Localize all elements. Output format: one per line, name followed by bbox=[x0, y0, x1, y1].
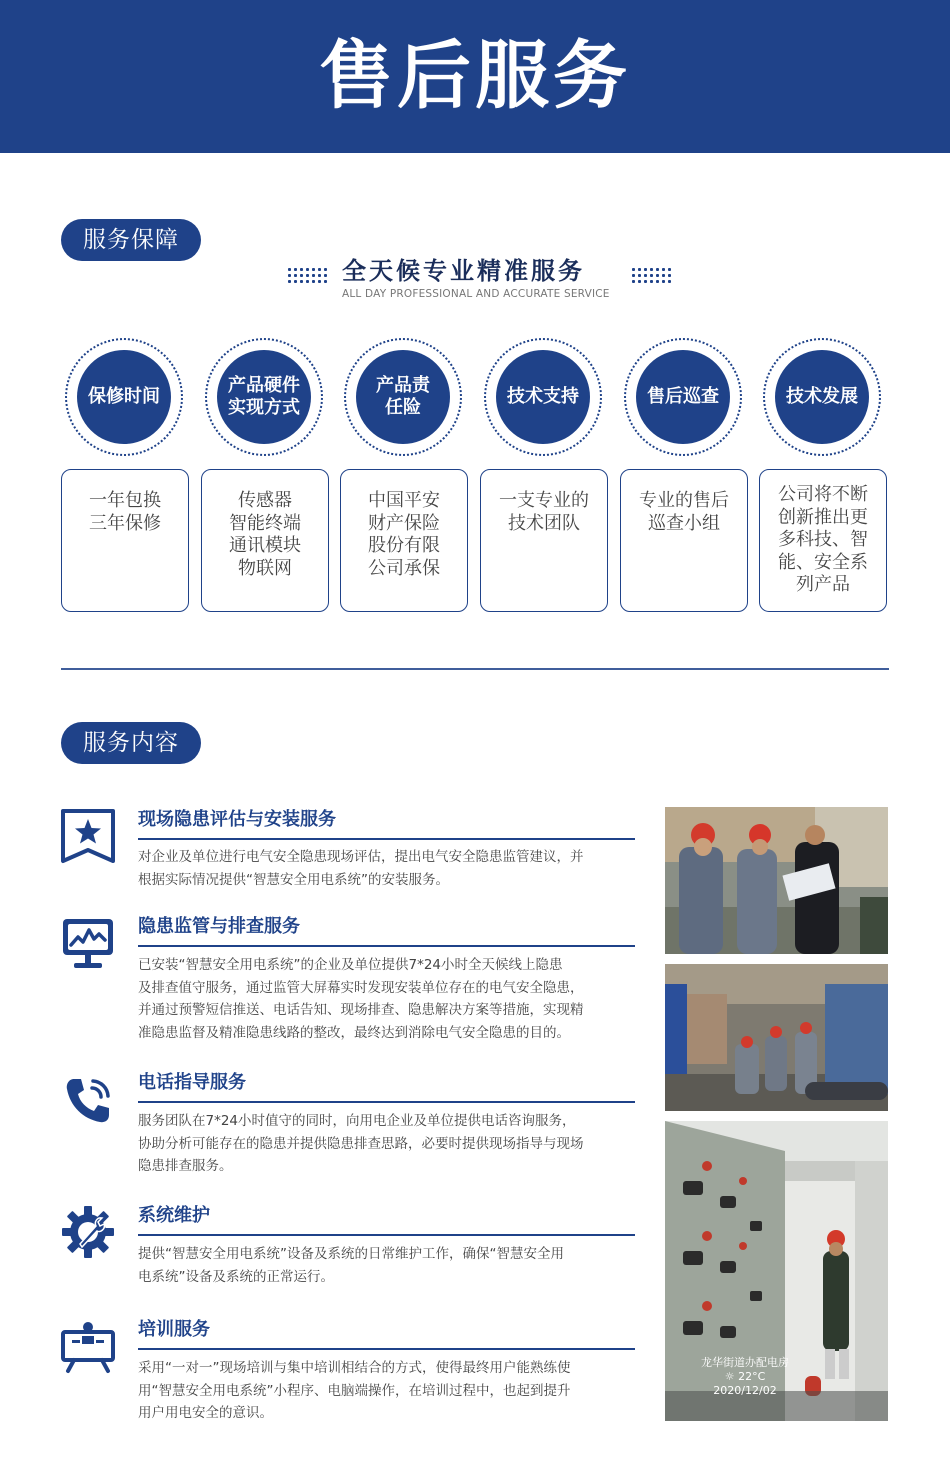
dot bbox=[632, 280, 635, 283]
caption-location: 龙华街道办配电房 bbox=[701, 1356, 789, 1369]
dot bbox=[288, 274, 291, 277]
feature-circle-label bbox=[217, 350, 311, 444]
feature-card bbox=[201, 469, 329, 612]
dot bbox=[644, 274, 647, 277]
feature-card bbox=[61, 469, 189, 612]
card-text-line: 财产保险 bbox=[368, 512, 440, 534]
card-text-line: 巡查小组 bbox=[648, 512, 720, 534]
service-underline bbox=[138, 945, 635, 947]
circle-text-line: 技术发展 bbox=[786, 386, 858, 407]
dot bbox=[656, 280, 659, 283]
text-line: 用户用电安全的意识。 bbox=[138, 1405, 273, 1421]
service-title-monitoring: 隐患监管与排查服务 bbox=[138, 916, 300, 937]
card-text-line: 公司承保 bbox=[368, 557, 440, 579]
feature-card bbox=[620, 469, 748, 612]
dot bbox=[312, 268, 315, 271]
dot bbox=[294, 280, 297, 283]
dot bbox=[288, 268, 291, 271]
photo-caption bbox=[695, 1356, 795, 1398]
dot bbox=[312, 274, 315, 277]
dot bbox=[294, 268, 297, 271]
card-text-line: 列产品 bbox=[796, 574, 850, 595]
text-line: 已安装“智慧安全用电系统”的企业及单位提供7*24小时全天候线上隐患 bbox=[138, 957, 563, 973]
service-title-assessment: 现场隐患评估与安装服务 bbox=[138, 809, 336, 830]
phone-icon bbox=[60, 1073, 116, 1129]
monitor-chart-icon bbox=[60, 915, 116, 971]
circle-text-line: 实现方式 bbox=[228, 397, 300, 418]
dot bbox=[312, 280, 315, 283]
slogan-subtitle: ALL DAY PROFESSIONAL AND ACCURATE SERVICE bbox=[342, 288, 610, 300]
dot bbox=[288, 280, 291, 283]
card-text-line: 多科技、智 bbox=[778, 529, 868, 550]
card-text-line: 一年包换 bbox=[89, 490, 161, 511]
dot bbox=[324, 268, 327, 271]
circle-text-line: 产品硬件 bbox=[228, 375, 300, 396]
feature-card bbox=[759, 469, 887, 612]
dot bbox=[662, 274, 665, 277]
text-line: 提供“智慧安全用电系统”设备及系统的日常维护工作，确保“智慧安全用 bbox=[138, 1246, 564, 1262]
caption-weather bbox=[695, 1370, 795, 1384]
circle-text-line: 保修时间 bbox=[88, 386, 160, 407]
service-desc-monitoring bbox=[138, 954, 638, 1044]
section-divider bbox=[61, 668, 889, 670]
feature-circle bbox=[484, 338, 602, 456]
text-line: 协助分析可能存在的隐患并提供隐患排查思路，必要时提供现场指导与现场 bbox=[138, 1135, 584, 1152]
dot bbox=[656, 274, 659, 277]
feature-circle bbox=[344, 338, 462, 456]
circle-text-line: 售后巡查 bbox=[647, 386, 719, 407]
dot bbox=[632, 274, 635, 277]
star-flag-icon bbox=[60, 808, 116, 864]
card-text-line: 中国平安 bbox=[368, 490, 440, 511]
text-line: 采用“一对一”现场培训与集中培训相结合的方式，使得最终用户能熟练使 bbox=[138, 1360, 571, 1376]
dot bbox=[638, 280, 641, 283]
dot bbox=[324, 280, 327, 283]
dot bbox=[632, 268, 635, 271]
circle-text-line: 技术支持 bbox=[507, 386, 579, 407]
dot bbox=[306, 280, 309, 283]
dots-decoration-left bbox=[288, 268, 330, 286]
service-desc-maintenance bbox=[138, 1243, 638, 1288]
card-text-line: 智能终端 bbox=[229, 512, 301, 534]
circle-text-line: 任险 bbox=[385, 397, 421, 418]
dot bbox=[318, 280, 321, 283]
service-underline bbox=[138, 1348, 635, 1350]
feature-circle-label bbox=[356, 350, 450, 444]
caption-temp: 22°C bbox=[738, 1370, 766, 1383]
service-underline bbox=[138, 838, 635, 840]
dot bbox=[318, 274, 321, 277]
card-text-line: 三年保修 bbox=[89, 512, 161, 534]
text-line: 并通过预警短信推送、电话告知、现场排查、隐患解决方案等措施，实现精 bbox=[138, 1002, 584, 1018]
feature-circle-label bbox=[77, 350, 171, 444]
card-text-line: 专业的售后 bbox=[639, 490, 729, 511]
text-line: 准隐患监督及精准隐患线路的整改，最终达到消除电气安全隐患的目的。 bbox=[138, 1024, 570, 1041]
photo-onsite-inspection bbox=[665, 807, 888, 954]
card-text-line: 创新推出更 bbox=[778, 506, 868, 528]
dot bbox=[650, 274, 653, 277]
feature-circle bbox=[763, 338, 881, 456]
text-line: 对企业及单位进行电气安全隐患现场评估，提出电气安全隐患监管建议，并 bbox=[138, 849, 584, 865]
circle-text-line: 产品责 bbox=[376, 375, 430, 396]
dot bbox=[662, 280, 665, 283]
dot bbox=[668, 268, 671, 271]
page-title: 售后服务 bbox=[319, 33, 631, 119]
section-pill-content: 服务内容 bbox=[61, 722, 201, 764]
section-pill-guarantee: 服务保障 bbox=[61, 219, 201, 261]
dot bbox=[644, 268, 647, 271]
dot bbox=[644, 280, 647, 283]
text-line: 隐患排查服务。 bbox=[138, 1158, 233, 1174]
text-line: 根据实际情况提供“智慧安全用电系统”的安装服务。 bbox=[138, 871, 449, 888]
dot bbox=[306, 268, 309, 271]
feature-circle bbox=[205, 338, 323, 456]
dots-decoration-right bbox=[632, 268, 674, 286]
dot bbox=[306, 274, 309, 277]
dot bbox=[650, 280, 653, 283]
card-text-line: 股份有限 bbox=[368, 535, 440, 556]
service-desc-training bbox=[138, 1357, 638, 1425]
dot bbox=[638, 274, 641, 277]
text-line: 电系统”设备及系统的正常运行。 bbox=[138, 1268, 334, 1285]
feature-circle-label bbox=[496, 350, 590, 444]
service-desc-phone bbox=[138, 1110, 638, 1178]
text-line: 服务团队在7*24小时值守的同时，向用电企业及单位提供电话咨询服务， bbox=[138, 1113, 576, 1129]
caption-date: 2020/12/02 bbox=[713, 1384, 777, 1397]
card-text-line: 物联网 bbox=[238, 557, 292, 579]
text-line: 及排查值守服务，通过监管大屏幕实时发现安装单位存在的电气安全隐患， bbox=[138, 979, 584, 996]
photo-equipment-room bbox=[665, 964, 888, 1111]
card-text-line: 一支专业的 bbox=[499, 490, 589, 511]
service-title-maintenance: 系统维护 bbox=[138, 1205, 210, 1226]
feature-circle-label bbox=[775, 350, 869, 444]
service-title-phone: 电话指导服务 bbox=[138, 1072, 246, 1093]
feature-circle-label bbox=[636, 350, 730, 444]
text-line: 用“智慧安全用电系统”小程序、电脑端操作，在培训过程中，也起到提升 bbox=[138, 1382, 571, 1399]
dot bbox=[650, 268, 653, 271]
dot bbox=[300, 280, 303, 283]
gear-wrench-icon bbox=[60, 1204, 116, 1260]
service-underline bbox=[138, 1101, 635, 1103]
dot bbox=[294, 274, 297, 277]
feature-circle bbox=[65, 338, 183, 456]
dot bbox=[318, 268, 321, 271]
feature-card bbox=[480, 469, 608, 612]
card-text-line: 通讯模块 bbox=[229, 535, 301, 556]
dot bbox=[668, 274, 671, 277]
dot bbox=[656, 268, 659, 271]
dot bbox=[668, 280, 671, 283]
dot bbox=[300, 274, 303, 277]
header-banner bbox=[0, 0, 950, 153]
photo-switchgear-room bbox=[665, 1121, 888, 1421]
card-text-line: 公司将不断 bbox=[778, 484, 868, 505]
dot bbox=[300, 268, 303, 271]
card-text-line: 技术团队 bbox=[508, 512, 580, 534]
dot bbox=[324, 274, 327, 277]
slogan-title: 全天候专业精准服务 bbox=[342, 257, 585, 285]
service-desc-assessment bbox=[138, 846, 638, 891]
dot bbox=[638, 268, 641, 271]
service-title-training: 培训服务 bbox=[138, 1319, 210, 1340]
feature-circle bbox=[624, 338, 742, 456]
feature-card bbox=[340, 469, 468, 612]
dot bbox=[662, 268, 665, 271]
card-text-line: 能、安全系 bbox=[778, 551, 868, 573]
card-text-line: 传感器 bbox=[238, 490, 292, 511]
service-underline bbox=[138, 1234, 635, 1236]
training-icon bbox=[60, 1318, 116, 1374]
sun-icon: ☼ bbox=[724, 1370, 735, 1383]
